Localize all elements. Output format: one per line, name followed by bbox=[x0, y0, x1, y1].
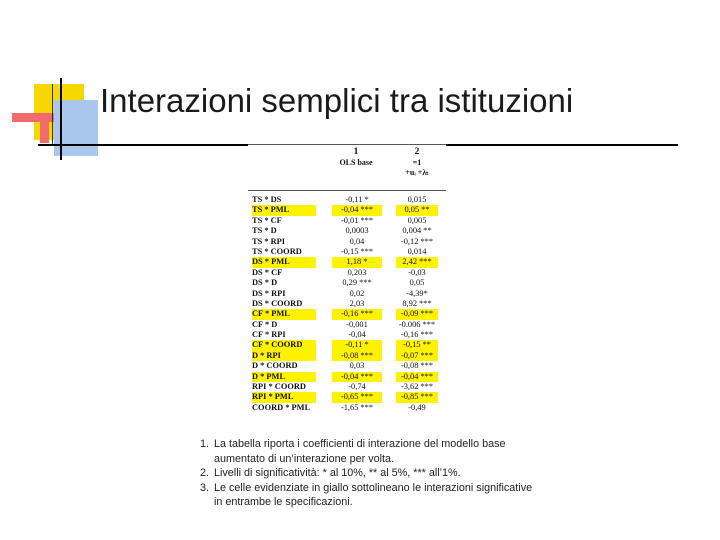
coefficient-ols: 2,03 bbox=[349, 298, 365, 308]
decor-red-bar-vertical bbox=[40, 115, 49, 143]
coefficient-fixed-effects: -0,85 *** bbox=[396, 392, 438, 402]
row-label: DS * PML bbox=[252, 257, 316, 267]
row-label: TS * PML bbox=[252, 205, 316, 215]
table-row bbox=[248, 257, 446, 267]
coefficient-ols: -0,01 *** bbox=[340, 215, 374, 225]
row-label: D * COORD bbox=[252, 361, 298, 371]
coefficient-ols: -0,001 bbox=[346, 319, 368, 329]
coefficient-ols: -0,04 *** bbox=[332, 372, 382, 382]
slide-title: Interazioni semplici tra istituzioni bbox=[100, 82, 574, 119]
coefficient-fixed-effects: -0,08 *** bbox=[400, 361, 434, 371]
table-row bbox=[248, 195, 446, 205]
coefficient-fixed-effects: 0,014 bbox=[407, 246, 427, 256]
coefficient-fixed-effects: 0,05 bbox=[409, 278, 425, 288]
coefficient-ols: -0,65 *** bbox=[332, 392, 382, 402]
row-label: CF * PML bbox=[252, 309, 316, 319]
coefficient-fixed-effects: -4,39* bbox=[406, 288, 428, 298]
row-label: CF * COORD bbox=[252, 340, 316, 350]
row-label: TS * D bbox=[252, 226, 277, 236]
row-label: DS * D bbox=[252, 278, 278, 288]
footnotes bbox=[200, 437, 540, 510]
table-row bbox=[248, 361, 446, 371]
table-row bbox=[248, 237, 446, 247]
table-row bbox=[248, 278, 446, 288]
table-row bbox=[248, 268, 446, 278]
table-row bbox=[248, 403, 446, 413]
coefficient-fixed-effects: -3,62 *** bbox=[400, 382, 434, 392]
table-row bbox=[248, 247, 446, 257]
footnote-text: La tabella riporta i coefficienti di interazione del modello base aumentato di un’interazione per volta. bbox=[214, 438, 506, 465]
coefficient-ols: -0,08 *** bbox=[332, 351, 382, 361]
table-row bbox=[248, 216, 446, 226]
coefficient-ols: 0,03 bbox=[349, 361, 365, 371]
column-label: OLS base bbox=[339, 157, 373, 167]
coefficient-fixed-effects: -0,04 *** bbox=[396, 372, 438, 382]
column-number: 1 bbox=[353, 147, 359, 157]
column-header-fixed-effects bbox=[396, 147, 438, 178]
table-row bbox=[248, 320, 446, 330]
table-row bbox=[248, 330, 446, 340]
row-label: DS * RPI bbox=[252, 288, 286, 298]
coefficient-fixed-effects: 8,92 *** bbox=[402, 298, 432, 308]
decor-vertical-line bbox=[60, 78, 62, 160]
coefficient-ols: -0,15 *** bbox=[340, 246, 374, 256]
table-row bbox=[248, 392, 446, 402]
row-label: TS * COORD bbox=[252, 246, 302, 256]
column-label-line1: =1 bbox=[412, 157, 422, 167]
coefficient-ols: -1,65 *** bbox=[340, 402, 374, 412]
row-label: D * PML bbox=[252, 372, 316, 382]
table-row bbox=[248, 372, 446, 382]
table-row bbox=[248, 340, 446, 350]
column-number: 2 bbox=[414, 147, 420, 157]
table-row bbox=[248, 289, 446, 299]
coefficient-ols: 1,18 * bbox=[332, 257, 382, 267]
column-header-ols bbox=[318, 147, 394, 168]
coefficient-fixed-effects: 2,42 *** bbox=[396, 257, 438, 267]
row-label: CF * RPI bbox=[252, 330, 286, 340]
coefficient-ols: 0,02 bbox=[349, 288, 365, 298]
footnote-item bbox=[200, 466, 540, 481]
coefficient-ols: -0,04 *** bbox=[332, 205, 382, 215]
coefficient-fixed-effects: -0,07 *** bbox=[396, 351, 438, 361]
coefficient-fixed-effects: -0,49 bbox=[408, 402, 426, 412]
footnote-item bbox=[200, 481, 540, 510]
row-label: RPI * COORD bbox=[252, 382, 306, 392]
footnote-item bbox=[200, 437, 540, 466]
table-row bbox=[248, 382, 446, 392]
table-row bbox=[248, 226, 446, 236]
column-label-line2: +uᵢ +λₜ bbox=[405, 167, 429, 177]
footnote-number: 2. bbox=[200, 467, 210, 479]
table-row bbox=[248, 309, 446, 319]
row-label: D * RPI bbox=[252, 351, 316, 361]
row-label: DS * COORD bbox=[252, 298, 303, 308]
coefficient-fixed-effects: -0,12 *** bbox=[400, 236, 434, 246]
coefficient-fixed-effects: -0,03 bbox=[408, 267, 426, 277]
coefficient-ols: 0,29 *** bbox=[342, 278, 372, 288]
coefficient-fixed-effects: 0,05 ** bbox=[396, 205, 438, 215]
coefficient-fixed-effects: 0,004 ** bbox=[402, 226, 432, 236]
decor-thin-vertical-line bbox=[52, 84, 53, 144]
row-label: COORD * PML bbox=[252, 402, 311, 412]
coefficient-fixed-effects: -0.006 *** bbox=[398, 319, 436, 329]
coefficient-ols: -0,04 bbox=[348, 330, 366, 340]
table-row bbox=[248, 205, 446, 215]
row-label: CF * D bbox=[252, 319, 278, 329]
footnote-number: 1. bbox=[200, 438, 210, 450]
coefficient-fixed-effects: 0,005 bbox=[407, 215, 427, 225]
table-row bbox=[248, 299, 446, 309]
coefficient-ols: -0,16 *** bbox=[332, 309, 382, 319]
coefficient-fixed-effects: -0,09 *** bbox=[396, 309, 438, 319]
coefficient-fixed-effects: -0,16 *** bbox=[400, 330, 434, 340]
coefficient-ols: 0,04 bbox=[349, 236, 365, 246]
row-label: RPI * PML bbox=[252, 392, 316, 402]
table-body bbox=[248, 195, 446, 413]
footnote-number: 3. bbox=[200, 481, 210, 494]
row-label: DS * CF bbox=[252, 267, 283, 277]
coefficient-ols: 0,0003 bbox=[345, 226, 369, 236]
coefficient-ols: -0,11 * bbox=[345, 195, 369, 204]
coefficient-ols: 0,203 bbox=[347, 267, 367, 277]
row-label: TS * CF bbox=[252, 215, 282, 225]
header-separator bbox=[248, 190, 446, 191]
row-label: TS * DS bbox=[252, 195, 282, 204]
coefficient-fixed-effects: 0,015 bbox=[407, 195, 427, 204]
table-row bbox=[248, 351, 446, 361]
coefficient-fixed-effects: -0,15 ** bbox=[396, 340, 438, 350]
footnote-text: Le celle evidenziate in giallo sottolineano le interazioni significative in entrambe le specificazioni. bbox=[214, 481, 533, 508]
regression-table-image bbox=[248, 144, 446, 413]
coefficient-ols: -0,11 * bbox=[332, 340, 382, 350]
footnote-text: Livelli di significatività: * al 10%, ** al 5%, *** all’1%. bbox=[214, 467, 461, 479]
row-label: TS * RPI bbox=[252, 236, 286, 246]
coefficient-ols: -0,74 bbox=[348, 382, 366, 392]
